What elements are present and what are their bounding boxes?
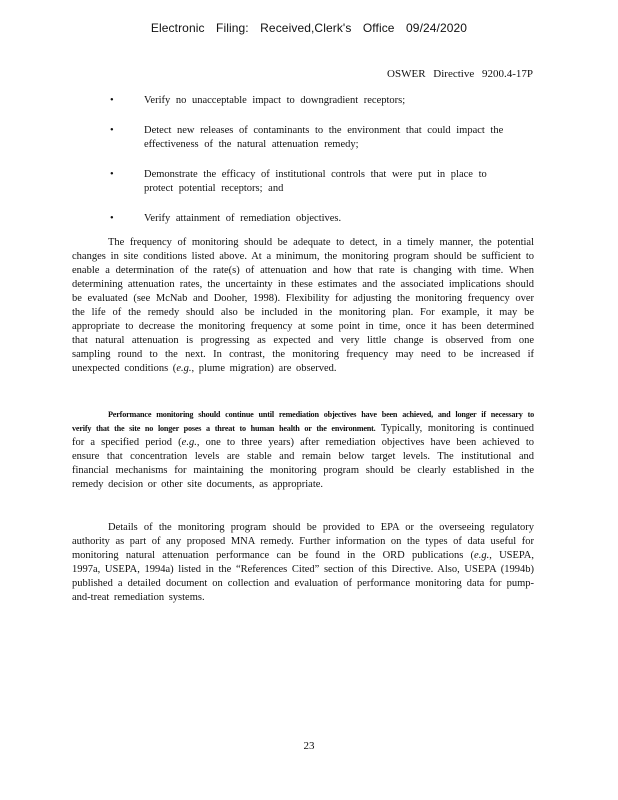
bullet-marker: • — [110, 125, 114, 136]
paragraph-text: Details of the monitoring program should be provided to EPA or the overseeing regulatory authority as part of any proposed MNA remedy. Further information on the types of data useful for monitoring natural attenuation performance can be found in the ORD publications ( — [72, 522, 534, 561]
bullet-text: Detect new releases of contaminants to the environment that could impact the effectiveness of the natural attenuation remedy; — [144, 125, 504, 150]
page-number: 23 — [303, 740, 315, 752]
bullet-item — [110, 124, 510, 152]
bullet-item — [110, 212, 510, 226]
bullet-text: Verify no unacceptable impact to downgradient receptors; — [144, 95, 406, 106]
paragraph-text: , one to three years) after remediation objectives have been achieved to ensure that concentration levels are stable and remain below target levels. The institutional and financial mechanisms for maintaining the monitoring program should be clearly established in the remedy decision or other site documents, as appropriate. — [72, 437, 534, 490]
paragraph-monitoring-frequency — [72, 236, 534, 376]
bullet-marker: • — [110, 213, 114, 224]
eg-abbrev: e.g. — [176, 363, 192, 374]
bullet-marker: • — [110, 95, 114, 106]
bold-lead-text: Performance monitoring should continue until remediation objectives have been achieved, and longer if necessary to verify that the site no longer poses a threat to human health or the environment. — [72, 410, 534, 433]
paragraph-text: , USEPA, 1997a, USEPA, 1994a) listed in the “References Cited” section of this Directive. Also, USEPA (1994b) published a detailed document on collection and evaluation of performance monitoring data for pump-and-treat remediation systems. — [72, 550, 534, 603]
eg-abbrev: e.g. — [181, 437, 197, 448]
bullet-text: Demonstrate the efficacy of institutional controls that were put in place to protect potential receptors; and — [144, 169, 487, 194]
bullet-marker: • — [110, 169, 114, 180]
filing-stamp: Electronic Filing: Received,Clerk's Office 09/24/2020 — [150, 21, 468, 35]
directive-number: OSWER Directive 9200.4-17P — [387, 68, 533, 80]
bullet-list — [110, 94, 510, 242]
paragraph-text: Typically, monitoring is continued for a specified period ( — [72, 423, 534, 448]
bullet-item — [110, 94, 510, 108]
paragraph-text: The frequency of monitoring should be adequate to detect, in a timely manner, the potential changes in site conditions listed above. At a minimum, the monitoring program should be sufficient to enable a determination of the rate(s) of attenuation and how that rate is changing with time. When determining attenuation rates, the uncertainty in these estimates and the associated implications should be evaluated (see McNab and Dooher, 1998). Flexibility for adjusting the monitoring frequency over the life of the remedy should also be included in the monitoring plan. For example, it may be appropriate to decrease the monitoring frequency at some point in time, once it has been determined that natural attenuation is progressing as expected and very little change is observed from one sampling round to the next. In contrast, the monitoring frequency may need to be increased if unexpected conditions ( — [72, 237, 534, 374]
eg-abbrev: e.g. — [474, 550, 490, 561]
bullet-text: Verify attainment of remediation objectives. — [144, 213, 342, 224]
paragraph-performance-monitoring — [72, 408, 534, 492]
paragraph-text: , plume migration) are observed. — [191, 363, 337, 374]
bullet-item — [110, 168, 510, 196]
paragraph-monitoring-details — [72, 521, 534, 605]
